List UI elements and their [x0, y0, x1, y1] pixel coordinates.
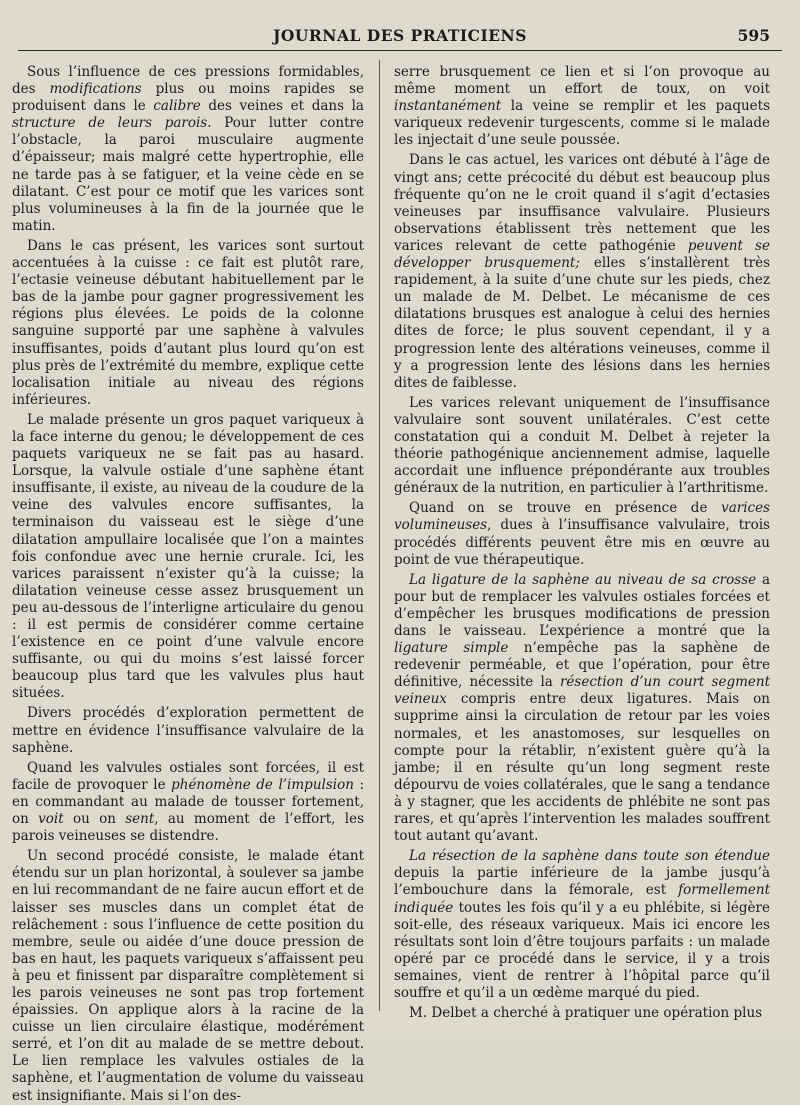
column-divider [379, 60, 380, 1011]
italic-run: calibre [153, 98, 201, 115]
paragraph [12, 412, 364, 703]
running-title: JOURNAL DES PRATICIENS [273, 26, 527, 45]
paragraph [394, 572, 770, 846]
text-run: ou on [63, 811, 126, 828]
text-run: Quand les valvules ostiales sont forcées, il est facile de provoquer le [12, 759, 364, 793]
text-run: a pour but de remplacer les valvules ostiales forcées et d’empêcher les brusques modifications de pression dans le vaisseau. L’expérience a montré que la [394, 571, 770, 639]
italic-run: La résection de la saphène dans toute son étendue [409, 848, 770, 865]
text-run: toutes les fois qu’il y a eu phlébite, si légère soit-elle, des réseaux variqueux. Mais ici encore les résultats sont loin d’être toujours parfaits : un malade opéré par ce procédé dans le service, il y a trois semaines, vient de rentrer à l’hôpital parce qu’il souffre et qu’il a un œdème marqué du pied. [394, 899, 770, 1001]
text-run: Les varices relevant uniquement de l’insuffisance valvulaire sont souvent unilatérales. C’est cette constatation qui a conduit M. Delbet à rejeter la théorie pathogénique anciennement admise, laquelle accordait une influence prépondérante aux troubles généraux de la nutrition, en particulier à l’arthritisme. [394, 394, 770, 497]
italic-run: peuvent se développer brusquement; [394, 237, 770, 272]
text-run: M. Delbet a cherché à pratiquer une opération plus [409, 1005, 763, 1022]
text-run: plus ou moins rapides se produisent dans le [12, 81, 365, 115]
text-run: des veines et dans la [200, 98, 364, 115]
left-column [12, 64, 365, 1104]
paragraph [394, 395, 770, 498]
text-run: Sous l’influence de ces pressions formidables, des [12, 64, 364, 98]
page-header [0, 0, 800, 58]
text-run: la veine se remplir et les paquets variqueux redevenir turgescents, comme si le malade les injectait d’une seule poussée. [394, 98, 770, 149]
paragraph [12, 64, 364, 235]
page-number: 595 [737, 26, 770, 45]
text-run: Dans le cas présent, les varices sont surtout accentuées à la cuisse : ce fait est plutôt rare, l’ectasie veineuse débutant habituellement par le bas de la jambe pour gagner progressivement les régions plus élevées. Le poids de la colonne sanguine supporté par une saphène à valvules insuffisantes, poids d’autant plus lourd qu’on est plus près de l’extrémité du membre, explique cette localisation initiale au niveau des régions inférieures. [12, 237, 364, 408]
text-run: Le malade présente un gros paquet variqueux à la face interne du genou; le développement de ces paquets variqueux ne se fait pas au hasard. Lorsque, la valvule ostiale d’une saphène étant insuffisante, il existe, au niveau de la coudure de la veine des valvules encore suffisantes, la terminaison du vaisseau est le siège d’une dilatation ampullaire localisée que l’on a maintes fois confondue avec une hernie crurale. Ici, les varices paraissent n’exister qu’à la cuisse; la dilatation veineuse cesse assez brusquement un peu au-dessous de l’interligne articulaire du genou : il est permis de considérer comme certaine l’existence en ce point d’une valvule encore suffisante, ou qui du moins s’est laissé forcer beaucoup plus tard que les valvules plus haut situées. [12, 411, 365, 702]
paragraph [394, 848, 770, 1002]
text-run: Quand on se trouve en présence de [409, 500, 722, 517]
italic-run: structure de leurs parois. [12, 115, 212, 132]
text-run: : en commandant au malade de tousser fortement, on [12, 776, 364, 828]
text-run: , dues à l’insuffisance valvulaire, trois procédés différents peuvent être mis en œuvre au point de vue thérapeutique. [394, 517, 770, 568]
right-column [394, 64, 770, 1024]
italic-run: ligature simple [394, 640, 509, 657]
paragraph [394, 1005, 770, 1022]
paragraph [12, 848, 364, 1104]
text-run: compris entre deux ligatures. Mais on supprime ainsi la circulation de retour par les voies normales, et les anastomoses, sur lesquelles on compte pour la rétablir, n’existent guère qu’à la jambe; il en résulte qu’un long segment reste dépourvu de voies collatérales, que le sang a tendance à y stagner, que les accidents de phlébite ne sont pas rares, et qu’après l’intervention les malades souffrent tout autant qu’avant. [394, 691, 770, 845]
text-run: n’empêche pas la saphène de redevenir perméable, et que l’opération, pour être définitive, nécessite la [394, 640, 770, 691]
paragraph [394, 500, 770, 568]
paragraph [394, 64, 770, 149]
italic-run: modifications [49, 81, 142, 98]
text-run: serre brusquement ce lien et si l’on provoque au même moment un effort de toux, on voit [394, 64, 770, 98]
italic-run: voit [38, 811, 64, 828]
paragraph [12, 760, 364, 845]
text-run: Divers procédés d’exploration permettent de mettre en évidence l’insuffisance valvulaire de la saphène. [12, 705, 364, 756]
italic-run: formellement indiquée [394, 882, 770, 916]
italic-run: varices volumineuses [394, 500, 770, 534]
paragraph [12, 705, 364, 756]
text-run: Pour lutter contre l’obstacle, la paroi musculaire augmente d’épaisseur; mais malgré cette hypertrophie, elle ne tarde pas à se fatiguer, et la veine cède en se dilatant. C’est pour ce motif que les varices sont plus volumineuses à la fin de la journée que le matin. [12, 115, 364, 234]
text-run: Un second procédé consiste, le malade étant étendu sur un plan horizontal, à soulever sa jambe en lui recommandant de ne faire aucun effort et de laisser ses muscles dans un complet état de relâchement : sous l’influence de cette position du membre, seule ou aidée d’une douce pression de bas en haut, les paquets variqueux s’affaissent peu à peu et finissent par disparaître complètement si les parois veineuses ne sont pas trop fortement épaissies. On applique alors à la racine de la cuisse un lien circulaire élastique, modérément serré, et l’on dit au malade de se mettre debout. Le lien remplace les valvules ostiales de la saphène, et l’augmentation de volume du vaisseau est insignifiante. Mais si l’on des- [12, 848, 364, 1104]
text-run: Dans le cas actuel, les varices ont débuté à l’âge de vingt ans; cette précocité du début est beaucoup plus fréquente qu’on ne le croit quand il s’agit d’ectasies veineuses par insuffisance valvulaire. Plusieurs observations établissent très nettement que les varices relevant de cette pathogénie [394, 152, 770, 254]
italic-run: instantanément [394, 98, 502, 115]
italic-run: sent [125, 811, 155, 828]
text-run: elles s’installèrent très rapidement, à la suite d’une chute sur les pieds, chez un malade de M. Delbet. Le mécanisme de ces dilatations brusques est analogue à celui des hernies dites de force; le plus souvent cependant, il y a progression lente des altérations veineuses, comme il y a progression lente des lésions dans les hernies dites de faiblesse. [394, 255, 770, 391]
paragraph [12, 238, 364, 409]
italic-run: phénomène de l’impulsion [171, 776, 354, 793]
header-rule [18, 50, 782, 51]
text-run: , au moment de l’effort, les parois veineuses se distendre. [12, 811, 364, 845]
paragraph [394, 152, 770, 391]
italic-run: résection d’un court segment veineux [394, 674, 770, 708]
italic-run: La ligature de la saphène au niveau de sa crosse [409, 571, 757, 588]
text-run: depuis la partie inférieure de la jambe jusqu’à l’embouchure dans la fémorale, est [394, 865, 770, 899]
